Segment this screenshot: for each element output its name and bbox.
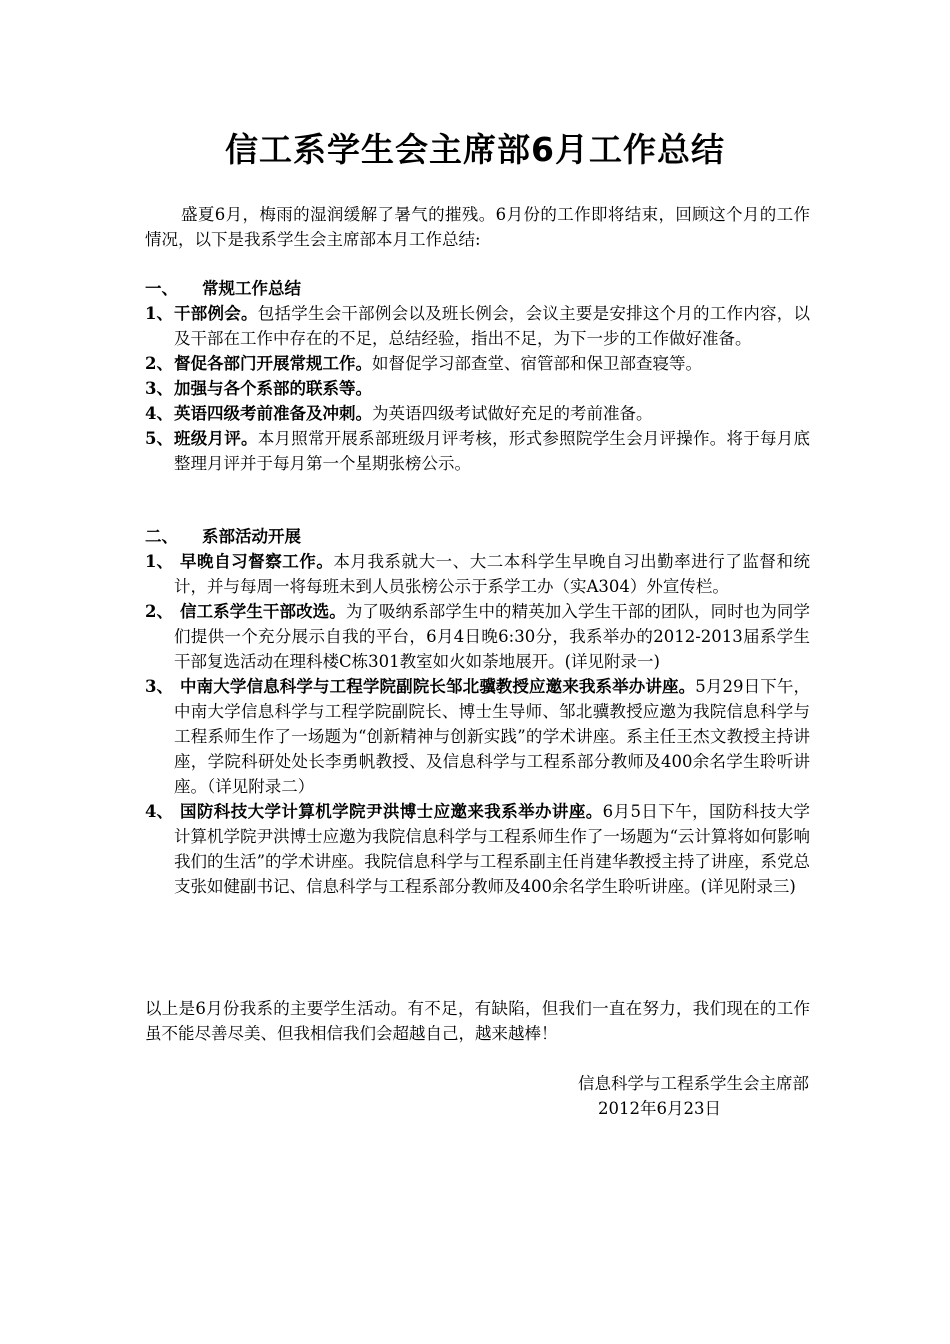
signature-organization: 信息科学与工程系学生会主席部 [578,1074,809,1093]
item-lead: 早晚自习督察工作。 [180,552,334,571]
item-text: 本月我系就大一、大二本科学生早晚自习出勤率进行了监督和统计，并与每周一将每班未到人员张榜公示于系学工办（实A304）外宣传栏。 [174,552,811,596]
item-lead: 中南大学信息科学与工程学院副院长邹北骥教授应邀来我系举办讲座。 [180,677,696,696]
section2-list [145,549,810,899]
list-item [145,376,810,401]
item-text: 5月29日下午，中南大学信息科学与工程学院副院长、博士生导师、邹北骥教授应邀为我院信息科学与工程系师生作了一场题为“创新精神与创新实践”的学术讲座。系主任王杰文教授主持讲座，学院科研处处长李勇帆教授、及信息科学与工程系部分教师及400余名学生聆听讲座。（详见附录二） [174,677,811,796]
item-index: 4、 [145,802,173,821]
item-index: 1、 [145,304,173,323]
list-item [145,799,810,899]
list-item [145,674,810,799]
item-lead: 英语四级考前准备及冲刺。 [174,404,372,423]
list-item [145,599,810,674]
intro-paragraph: 盛夏6月，梅雨的湿润缓解了暑气的摧残。6月份的工作即将结束，回顾这个月的工作情况，以下是我系学生会主席部本月工作总结: [145,205,810,249]
section-number: 二、 [145,527,178,546]
item-text: 如督促学习部查堂、宿管部和保卫部查寝等。 [372,354,702,373]
list-item [145,426,810,476]
item-lead: 国防科技大学计算机学院尹洪博士应邀来我系举办讲座。 [180,802,603,821]
item-text: 为英语四级考试做好充足的考前准备。 [372,404,653,423]
item-text: 本月照常开展系部班级月评考核，形式参照院学生会月评操作。将于每月底整理月评并于每月第一个星期张榜公示。 [174,429,811,473]
list-item [145,301,810,351]
document-title: 信工系学生会主席部6月工作总结 [225,130,725,169]
section-number: 一、 [145,279,178,298]
section1-list [145,301,810,476]
item-lead: 加强与各个系部的联系等。 [174,379,372,398]
item-lead: 督促各部门开展常规工作。 [174,354,372,373]
section-title: 系部活动开展 [202,527,301,546]
section-heading-1 [145,276,301,301]
item-index: 5、 [145,429,173,448]
item-text: 6月5日下午，国防科技大学计算机学院尹洪博士应邀为我院信息科学与工程系师生作了一场题为“云计算将如何影响我们的生活”的学术讲座。我院信息科学与工程系副主任肖建华教授主持了讲座，系党总支张如健副书记、信息科学与工程系部分教师及400余名学生聆听讲座。(详见附录三) [174,802,811,896]
item-text: 包括学生会干部例会以及班长例会，会议主要是安排这个月的工作内容，以及干部在工作中存在的不足，总结经验，指出不足，为下一步的工作做好准备。 [174,304,811,348]
item-index: 3、 [145,379,173,398]
item-index: 1、 [145,552,173,571]
item-text: 为了吸纳系部学生中的精英加入学生干部的团队，同时也为同学们提供一个充分展示自我的平台，6月4日晚6:30分，我系举办的2012-2013届系学生干部复选活动在理科楼C栋301教室如火如荼地展开。(详见附录一) [174,602,811,671]
item-index: 2、 [145,602,173,621]
item-lead: 班级月评。 [174,429,258,448]
item-index: 3、 [145,677,173,696]
list-item [145,549,810,599]
signature-date: 2012年6月23日 [598,1099,721,1118]
item-index: 4、 [145,404,173,423]
list-item [145,351,810,376]
item-lead: 信工系学生干部改选。 [180,602,346,621]
item-lead: 干部例会。 [174,304,258,323]
section-title: 常规工作总结 [202,279,301,298]
closing-paragraph: 以上是6月份我系的主要学生活动。有不足，有缺陷，但我们一直在努力，我们现在的工作虽不能尽善尽美、但我相信我们会超越自己，越来越棒！ [145,999,810,1043]
item-index: 2、 [145,354,173,373]
section-heading-2 [145,524,301,549]
list-item [145,401,810,426]
